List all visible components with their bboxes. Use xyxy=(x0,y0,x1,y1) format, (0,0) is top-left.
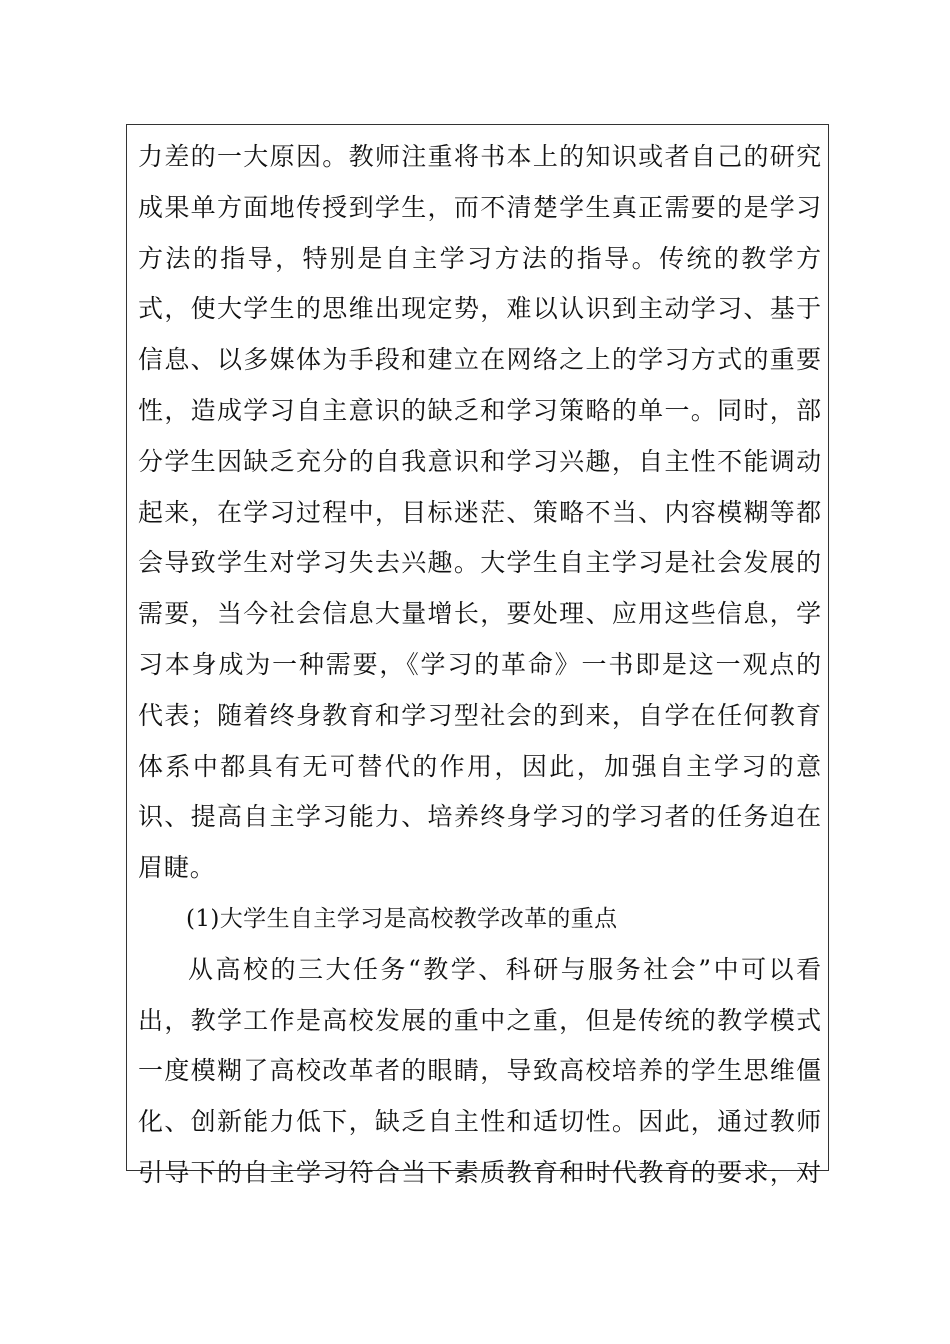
text-line-paragraph-start: 从高校的三大任务“教学、科研与服务社会”中可以看 xyxy=(188,954,822,984)
text-line: 一度模糊了高校改革者的眼睛，导致高校培养的学生思维僵 xyxy=(138,1056,822,1086)
text-line: 式，使大学生的思维出现定势，难以认识到主动学习、基于 xyxy=(138,294,822,324)
text-line: 习本身成为一种需要，《学习的革命》一书即是这一观点的 xyxy=(138,649,822,679)
text-line: 信息、以多媒体为手段和建立在网络之上的学习方式的重要 xyxy=(138,345,822,375)
text-line: 成果单方面地传授到学生，而不清楚学生真正需要的是学习 xyxy=(138,192,822,222)
text-line: 分学生因缺乏充分的自我意识和学习兴趣，自主性不能调动 xyxy=(138,446,822,476)
text-line: 识、提高自主学习能力、培养终身学习的学习者的任务迫在 xyxy=(138,802,822,832)
text-line: 体系中都具有无可替代的作用，因此，加强自主学习的意 xyxy=(138,751,822,781)
document-body xyxy=(138,132,822,1199)
text-line: 化、创新能力低下，缺乏自主性和适切性。因此，通过教师 xyxy=(138,1107,822,1137)
text-line: 起来，在学习过程中，目标迷茫、策略不当、内容模糊等都 xyxy=(138,497,822,527)
section-heading: (1)大学生自主学习是高校教学改革的重点 xyxy=(186,905,618,932)
text-line: 力差的一大原因。教师注重将书本上的知识或者自己的研究 xyxy=(138,142,822,171)
text-line: 方法的指导，特别是自主学习方法的指导。传统的教学方 xyxy=(138,243,822,273)
text-line-paragraph-end: 眉睫。 xyxy=(138,853,216,883)
text-line: 出，教学工作是高校发展的重中之重，但是传统的教学模式 xyxy=(138,1005,822,1035)
text-line: 性，造成学习自主意识的缺乏和学习策略的单一。同时，部 xyxy=(138,395,822,425)
text-line: 需要，当今社会信息大量增长，要处理、应用这些信息，学 xyxy=(138,599,822,629)
text-line: 代表；随着终身教育和学习型社会的到来，自学在任何教育 xyxy=(138,700,822,730)
text-line: 会导致学生对学习失去兴趣。大学生自主学习是社会发展的 xyxy=(138,548,822,578)
text-line: 引导下的自主学习符合当下素质教育和时代教育的要求，对 xyxy=(138,1157,822,1187)
